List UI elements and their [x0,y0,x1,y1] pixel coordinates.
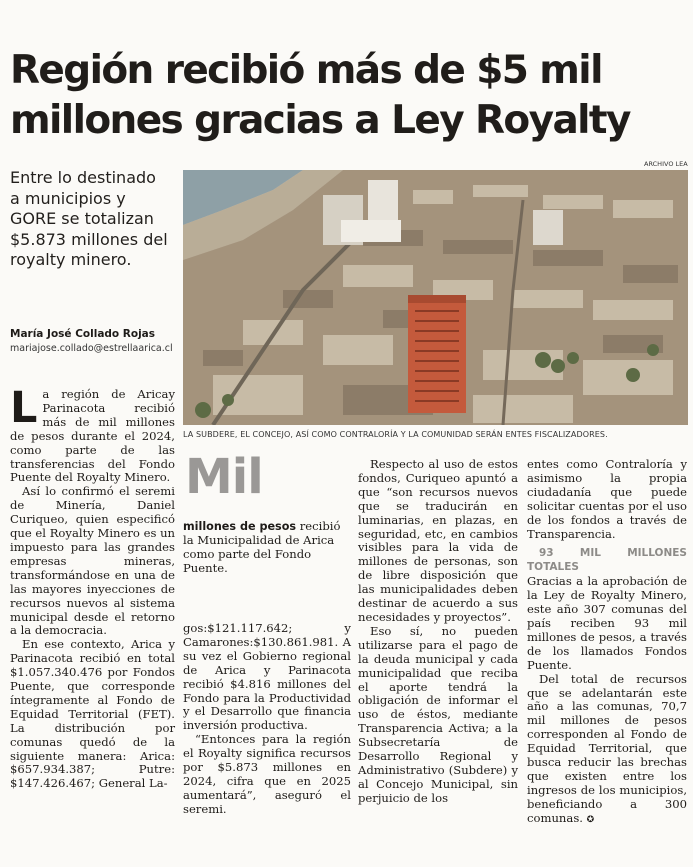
paragraph-text: Del total de recursos que se adelantarán este año a las comunas, 70,7 mil millones de pesos corresponden al Fondo de Equidad Territorial, que busca reducir las brechas que existen entre los ingresos de los municipios, beneficiando a 300 comunas. [527,671,687,825]
section-subhead: 93 MIL MILLONES TOTALES [527,547,687,574]
paragraph: “Entonces para la región el Royalty significa recursos por $5.873 millones en 2024, cifra que en 2025 aumentará”, aseguró el seremi. [183,732,351,816]
photo-caption: LA SUBDERE, EL CONCEJO, ASÍ COMO CONTRALORÍA Y LA COMUNIDAD SERÁN ENTES FISCALIZADORES. [183,430,608,439]
paragraph: gos:$121.117.642; y Camarones:$130.861.981. A su vez el Gobierno regional de Arica y Parinacota recibió $4.816 millones del Fondo para la Productividad y el Desarrollo que financia inversión productiva. [183,621,351,733]
stat-big-number: Mil [185,449,263,505]
article-column-3 [358,458,518,806]
city-aerial-photo [183,170,688,425]
stat-lead: millones de pesos [183,520,297,533]
photo-credit: ARCHIVO LEA [644,160,688,168]
article-column-2 [183,622,351,817]
author-name: María José Collado Rojas [10,328,156,340]
paragraph: Gracias a la aprobación de la Ley de Royalty Minero, este año 307 comunas del país reciben 93 mil millones de pesos, a través de los llamados Fondos Puente. [527,574,687,672]
paragraph: En ese contexto, Arica y Parinacota recibió en total $1.057.340.476 por Fondos Puente, que corresponde íntegramente al Fondo de Equidad Territorial (FET). La distribución por comunas quedó de la siguiente manera: Arica: $657.934.387; Putre: $147.426.467; General La- [10,637,175,791]
drop-cap: L [10,383,38,433]
paragraph [527,673,687,828]
deck-summary: Entre lo destinado a municipios y GORE se totalizan $5.873 millones del royalty minero. [10,168,168,269]
end-mark-icon: ✪ [586,814,595,825]
paragraph [10,383,175,485]
paragraph: Respecto al uso de estos fondos, Curiqueo apuntó a que “son recursos nuevos que se traducirán en luminarias, en plazas, en seguridad, etc, en cambios visibles para la vida de millones de personas, son de libre disposición que las municipalidades deben destinar de acuerdo a sus necesidades y proyectos”. [358,457,518,624]
article-column-4 [527,458,687,828]
city-aerial-illustration [183,170,688,425]
paragraph: Eso sí, no pueden utilizarse para el pago de la deuda municipal y cada municipalidad que reciba el aporte tendrá la obligación de informar el uso de éstos, mediante Transparencia Activa; a la Subsecretaría de Desarrollo Regional y Administrativo (Subdere) y al Concejo Municipal, sin perjuicio de los [358,623,518,805]
byline [10,328,180,354]
author-email[interactable]: mariajose.collado@estrellaarica.cl [10,343,173,354]
stat-text: recibió la Municipalidad de Arica como parte del Fondo Puente. [183,519,341,575]
intro-text: a región de Aricay Parinacota recibió más de mil millones de pesos durante el 2024, como parte de las transferencias del Fondo Puente del Royalty Minero. [10,387,175,485]
stat-callout [183,520,351,576]
paragraph: entes como Contraloría y asimismo la propia ciudadanía que puede solicitar cuentas por el uso de los fondos a través de Transparencia. [527,457,687,541]
paragraph: Así lo confirmó el seremi de Minería, Daniel Curiqueo, quien especificó que el Royalty Minero es un impuesto para las grandes empresas mineras, transformándose en una de las mayores inyecciones de recursos nuevos al sistema municipal desde el retorno a la democracia. [10,484,176,638]
headline: Región recibió más de $5 mil millones gracias a Ley Royalty [10,48,630,144]
article-column-1 [10,383,176,791]
